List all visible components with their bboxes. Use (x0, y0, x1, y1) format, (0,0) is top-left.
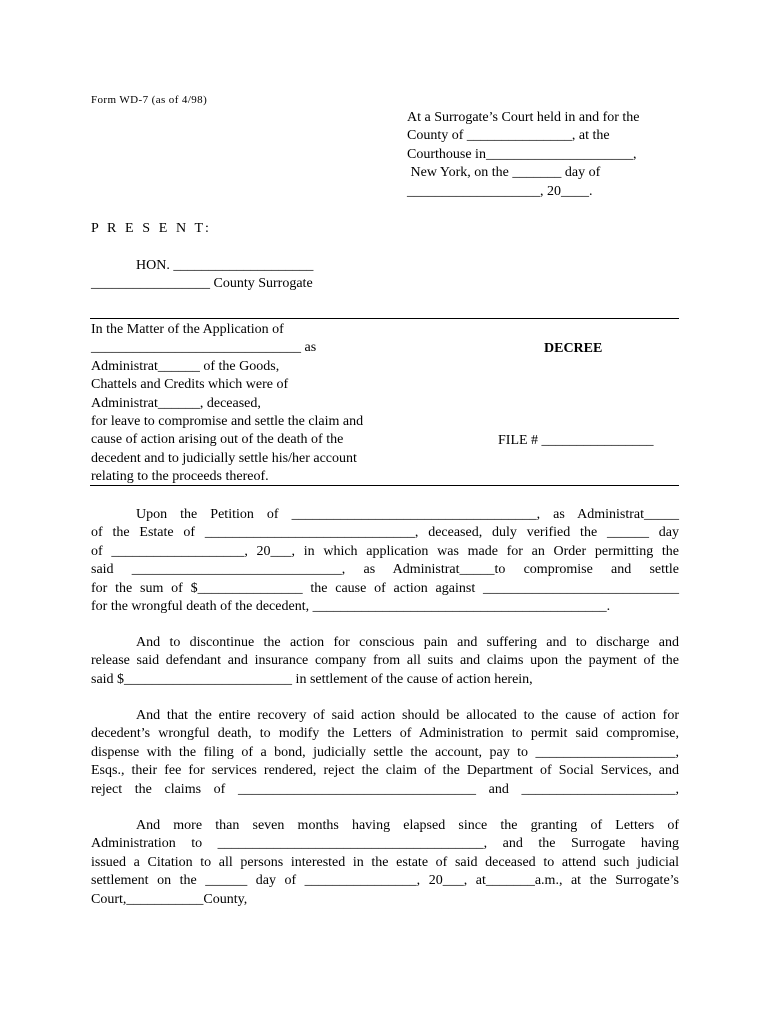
paragraph-line: issued a Citation to all persons interested in the estate of said deceased to attend such judicial (91, 854, 679, 870)
hon-line: HON. ____________________ (136, 258, 314, 273)
paragraph-line: said $________________________ in settlement of the cause of action herein, (91, 671, 533, 687)
paragraph-line: of the Estate of ______________________________, deceased, duly verified the ______ day (91, 525, 679, 541)
court-caption-line: At a Surrogate’s Court held in and for the (407, 110, 640, 125)
file-number: FILE # ________________ (498, 433, 654, 448)
paragraph-line: settlement on the ______ day of ________________, 20___, at_______a.m., at the Surrogate’s (91, 873, 679, 889)
matter-line: relating to the proceeds thereof. (91, 469, 269, 485)
paragraph-line: Esqs., their fee for services rendered, reject the claim of the Department of Social Services, and (91, 763, 679, 779)
present-label: P R E S E N T: (91, 221, 212, 236)
matter-line: Administrat______ of the Goods, (91, 358, 280, 374)
paragraph-line: And more than seven months having elapsed since the granting of Letters of (136, 818, 679, 833)
paragraph-line: And that the entire recovery of said action should be allocated to the cause of action for (136, 708, 679, 723)
paragraph-elapsed (91, 817, 679, 909)
county-surrogate-line: _________________ County Surrogate (91, 276, 313, 291)
paragraph-allocation (91, 707, 679, 799)
form-id: Form WD-7 (as of 4/98) (91, 94, 208, 106)
matter-line: In the Matter of the Application of (91, 322, 284, 337)
court-caption-line: County of _______________, at the (407, 128, 610, 144)
paragraph-line: decedent’s wrongful death, to modify the Letters of Administration to permit said compromise, (91, 726, 679, 742)
paragraph-line: said ______________________________, as Administrat_____to compromise and settle (91, 562, 679, 578)
paragraph-line: And to discontinue the action for conscious pain and suffering and to discharge and (136, 635, 679, 650)
matter-line: Chattels and Credits which were of (91, 377, 289, 393)
matter-line: Administrat______, deceased, (91, 395, 261, 411)
caption-bottom-rule (90, 485, 679, 486)
paragraph-line: of ___________________, 20___, in which application was made for an Order permitting the (91, 543, 679, 559)
court-caption-line: New York, on the _______ day of (407, 165, 601, 181)
matter-line: cause of action arising out of the death of the (91, 432, 344, 448)
court-caption-line: Courthouse in_____________________, (407, 146, 637, 162)
paragraph-line: Upon the Petition of ___________________________________, as Administrat_____ (136, 507, 679, 522)
paragraph-line: Court,___________County, (91, 891, 248, 907)
matter-caption (91, 321, 363, 487)
paragraph-line: for the wrongful death of the decedent, __________________________________________. (91, 599, 611, 615)
court-caption (407, 109, 640, 201)
decree-title: DECREE (544, 341, 603, 356)
paragraph-line: reject the claims of __________________________________ and ______________________, (91, 781, 679, 797)
court-caption-line: ___________________, 20____. (407, 183, 593, 199)
paragraph-line: for the sum of $_______________ the cause of action against ____________________________ (91, 580, 679, 596)
paragraph-line: Administration to ______________________________________, and the Surrogate having (91, 836, 679, 852)
matter-line: decedent and to judicially settle his/her account (91, 450, 357, 466)
paragraph-line: release said defendant and insurance company from all suits and claims upon the payment of the (91, 653, 679, 669)
paragraph-line: dispense with the filing of a bond, judicially settle the account, pay to ____________________, (91, 744, 679, 760)
matter-line: ______________________________ as (91, 340, 317, 356)
matter-line: for leave to compromise and settle the claim and (91, 414, 364, 430)
paragraph-petition (91, 506, 679, 616)
paragraph-discontinue (91, 634, 679, 689)
caption-top-rule (90, 318, 679, 319)
